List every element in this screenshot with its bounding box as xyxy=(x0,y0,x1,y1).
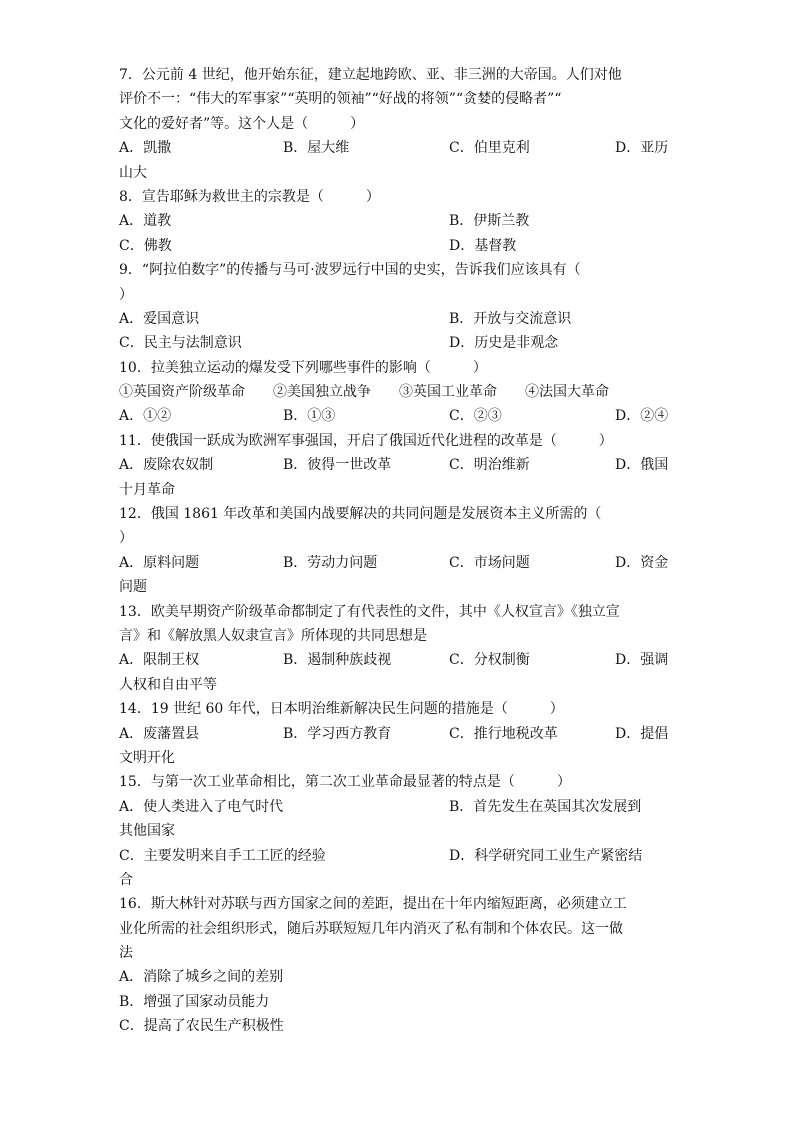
answer-option: 人权和自由平等 xyxy=(119,676,217,693)
question-q13 xyxy=(119,600,674,698)
question-stem-line: 9．“阿拉伯数字”的传播与马可·波罗远行中国的史实，告诉我们应该具有（ xyxy=(119,262,581,279)
question-q10 xyxy=(119,356,674,429)
option-row xyxy=(119,209,674,233)
answer-option: B．屋大维 xyxy=(283,140,350,157)
answer-option: 合 xyxy=(119,871,133,888)
answer-option: C．主要发明来自手工工匠的经验 xyxy=(119,847,326,864)
question-q9 xyxy=(119,258,674,356)
answer-option: B．伊斯兰教 xyxy=(449,213,530,230)
question-stem-line: 8．宣告耶稣为救世主的宗教是（ ） xyxy=(119,188,380,205)
option-row xyxy=(119,161,674,185)
answer-option: D．②④ xyxy=(615,408,669,425)
question-stem-line: ①英国资产阶级革命 ②美国独立战争 ③英国工业革命 ④法国大革命 xyxy=(119,384,609,401)
answer-option: D．亚历 xyxy=(615,140,669,157)
answer-option: A．凯撒 xyxy=(119,140,172,157)
option-row xyxy=(119,990,674,1014)
option-row xyxy=(119,331,674,355)
answer-option: A．废藩置县 xyxy=(119,725,200,742)
option-row xyxy=(119,453,674,477)
answer-option: C．提高了农民生产积极性 xyxy=(119,1018,284,1035)
option-row xyxy=(119,844,674,868)
answer-option: A．①② xyxy=(119,408,172,425)
answer-option: B．遏制种族歧视 xyxy=(283,652,392,669)
option-row xyxy=(119,648,674,672)
answer-option: C．推行地税改革 xyxy=(449,725,558,742)
question-list xyxy=(119,63,674,1039)
option-row xyxy=(119,404,674,428)
question-q16 xyxy=(119,892,674,1038)
answer-option: D．资金 xyxy=(615,554,669,571)
question-q12 xyxy=(119,502,674,600)
answer-option: A．限制王权 xyxy=(119,652,200,669)
option-row xyxy=(119,136,674,160)
question-q11 xyxy=(119,429,674,502)
question-stem-line: 言》和《解放黑人奴隶宣言》所体现的共同思想是 xyxy=(119,627,427,644)
answer-option: B．劳动力问题 xyxy=(283,554,378,571)
question-stem-line: 15．与第一次工业革命相比，第二次工业革命最显著的特点是（ ） xyxy=(119,774,571,791)
answer-option: D．基督教 xyxy=(449,237,517,254)
answer-option: A．爱国意识 xyxy=(119,310,200,327)
option-row xyxy=(119,551,674,575)
question-stem-line: 法 xyxy=(119,945,133,962)
answer-option: D．提倡 xyxy=(615,725,669,742)
option-row xyxy=(119,868,674,892)
option-row xyxy=(119,478,674,502)
question-stem-line: 12．俄国 1861 年改革和美国内战要解决的共同问题是发展资本主义所需的（ xyxy=(119,506,602,523)
question-stem-line: 评价不一：“伟大的军事家”“英明的领袖”“好战的将领”“贪婪的侵略者”“ xyxy=(119,91,562,108)
question-stem-line: 13．欧美早期资产阶级革命都制定了有代表性的文件，其中《人权宣言》《独立宣 xyxy=(119,603,620,620)
option-row xyxy=(119,673,674,697)
question-q14 xyxy=(119,697,674,770)
question-q7 xyxy=(119,63,674,185)
option-row xyxy=(119,746,674,770)
option-row xyxy=(119,307,674,331)
question-stem-line: ） xyxy=(119,286,133,303)
option-row xyxy=(119,575,674,599)
question-q15 xyxy=(119,770,674,892)
option-row xyxy=(119,965,674,989)
answer-option: D．历史是非观念 xyxy=(449,335,559,352)
answer-option: 山大 xyxy=(119,164,147,181)
answer-option: C．民主与法制意识 xyxy=(119,335,242,352)
answer-option: B．学习西方教育 xyxy=(283,725,392,742)
option-row xyxy=(119,234,674,258)
question-stem-line: 业化所需的社会组织形式，随后苏联短短几年内消灭了私有制和个体农民。这一做 xyxy=(119,920,623,937)
answer-option: C．伯里克利 xyxy=(449,140,530,157)
question-stem-line: 10．拉美独立运动的爆发受下列哪些事件的影响（ ） xyxy=(119,359,487,376)
question-stem-line: 11．使俄国一跃成为欧洲军事强国，开启了俄国近代化进程的改革是（ ） xyxy=(119,432,613,449)
answer-option: D．科学研究同工业生产紧密结 xyxy=(449,847,643,864)
answer-option: 文明开化 xyxy=(119,749,175,766)
answer-option: C．市场问题 xyxy=(449,554,530,571)
answer-option: D．强调 xyxy=(615,652,669,669)
answer-option: 其他国家 xyxy=(119,823,175,840)
answer-option: A．消除了城乡之间的差别 xyxy=(119,969,284,986)
answer-option: C．佛教 xyxy=(119,237,172,254)
question-stem-line: 7．公元前 4 世纪，他开始东征，建立起地跨欧、亚、非三洲的大帝国。人们对他 xyxy=(119,67,622,83)
answer-option: B．增强了国家动员能力 xyxy=(119,993,270,1010)
answer-option: C．分权制衡 xyxy=(449,652,530,669)
question-stem-line: 16．斯大林针对苏联与西方国家之间的差距，提出在十年内缩短距离，必须建立工 xyxy=(119,896,627,913)
option-row xyxy=(119,1014,674,1038)
answer-option: B．开放与交流意识 xyxy=(449,310,572,327)
answer-option: A．使人类进入了电气时代 xyxy=(119,798,284,815)
question-q8 xyxy=(119,185,674,258)
answer-option: C．明治维新 xyxy=(449,457,530,474)
question-stem-line: ） xyxy=(119,530,133,547)
question-stem-line: 14．19 世纪 60 年代，日本明治维新解决民生问题的措施是（ ） xyxy=(119,701,564,718)
answer-option: 十月革命 xyxy=(119,481,175,498)
answer-option: B．首先发生在英国其次发展到 xyxy=(449,798,642,815)
answer-option: A．废除农奴制 xyxy=(119,457,214,474)
option-row xyxy=(119,722,674,746)
answer-option: A．道教 xyxy=(119,213,172,230)
answer-option: B．①③ xyxy=(283,408,336,425)
answer-option: 问题 xyxy=(119,579,147,596)
answer-option: B．彼得一世改革 xyxy=(283,457,392,474)
answer-option: D．俄国 xyxy=(615,457,669,474)
option-row xyxy=(119,819,674,843)
option-row xyxy=(119,795,674,819)
answer-option: C．②③ xyxy=(449,408,502,425)
question-stem-line: 文化的爱好者”等。这个人是（ ） xyxy=(119,115,365,132)
answer-option: A．原料问题 xyxy=(119,554,200,571)
